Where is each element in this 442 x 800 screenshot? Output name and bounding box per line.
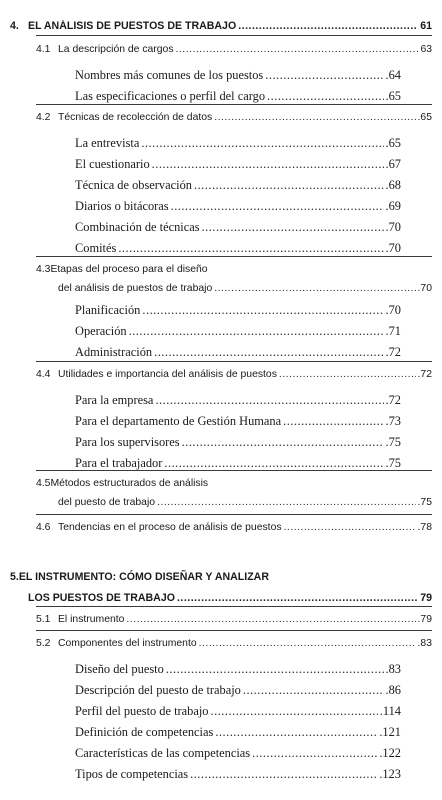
leader-dots [176, 44, 419, 55]
page-number: .70 [385, 241, 401, 255]
page-number: 79 [420, 592, 432, 604]
page-number: .72 [417, 369, 432, 380]
page-number: .75 [385, 435, 401, 449]
page-number: .65 [385, 89, 401, 103]
toc-number: 5. [10, 571, 19, 583]
toc-number: 4. [10, 20, 19, 32]
toc-subsection [75, 241, 401, 256]
toc-title: Definición de competencias [75, 725, 214, 739]
section-divider [36, 256, 432, 257]
toc-subsection [75, 199, 401, 214]
page-number: .123 [379, 767, 401, 781]
toc-title: Para el trabajador [75, 456, 163, 470]
toc-subsection [75, 767, 401, 782]
page-number: .70 [385, 303, 401, 317]
page-number: .83 [417, 638, 432, 649]
leader-dots [166, 662, 384, 677]
toc-title: Operación [75, 324, 127, 338]
toc-title: El cuestionario [75, 157, 150, 171]
leader-dots [164, 456, 383, 471]
toc-section [36, 44, 432, 55]
page-number: .75 [417, 497, 432, 508]
toc-title: Utilidades e importancia del análisis de puestos [58, 369, 277, 380]
leader-dots [199, 638, 416, 649]
toc-subsection [75, 662, 401, 677]
leader-dots [284, 522, 416, 533]
toc-title: Etapas del proceso para el diseño [50, 264, 208, 275]
page-number: .65 [417, 112, 432, 123]
leader-dots [202, 220, 384, 235]
page-number: .70 [417, 283, 432, 294]
page-number: .69 [385, 199, 401, 213]
leader-dots [152, 157, 384, 172]
toc-chapter [28, 592, 432, 604]
page-number: .121 [379, 725, 401, 739]
leader-dots [194, 178, 384, 193]
toc-section [36, 614, 432, 625]
section-divider [36, 35, 432, 36]
toc-number: 4.3 [36, 264, 51, 275]
page-number: .83 [385, 662, 401, 676]
toc-title: Combinación de técnicas [75, 220, 200, 234]
toc-number: 4.4 [36, 369, 51, 380]
leader-dots [279, 369, 416, 380]
page-number: .75 [385, 456, 401, 470]
toc-title: Administración [75, 345, 153, 359]
toc-subsection [75, 435, 401, 450]
page-number: .70 [385, 220, 401, 234]
toc-title: Diseño del puesto [75, 662, 164, 676]
leader-dots [211, 704, 378, 719]
leader-dots [214, 283, 415, 294]
toc-title: Tipos de competencias [75, 767, 189, 781]
toc-subsection [75, 345, 401, 360]
toc-title: Para los supervisores [75, 435, 180, 449]
toc-title: Descripción del puesto de trabajo [75, 683, 241, 697]
toc-section-line1 [36, 478, 208, 489]
toc-title: La descripción de cargos [58, 44, 174, 55]
page-number: .72 [385, 345, 401, 359]
page-number: .122 [379, 746, 401, 760]
toc-title-continued: LOS PUESTOS DE TRABAJO [28, 592, 175, 604]
toc-section [36, 112, 432, 123]
toc-number: 5.1 [36, 614, 51, 625]
toc-title: Para la empresa [75, 393, 154, 407]
toc-title: EL INSTRUMENTO: CÓMO DISEÑAR Y ANALIZAR [18, 571, 269, 583]
section-divider [36, 361, 432, 362]
leader-dots [267, 89, 383, 104]
toc-section-line1 [36, 264, 208, 275]
toc-subsection [75, 178, 401, 193]
leader-dots [214, 112, 415, 123]
section-divider [36, 104, 432, 105]
toc-subsection [75, 68, 401, 83]
toc-title: EL ANÁLISIS DE PUESTOS DE TRABAJO [28, 20, 237, 32]
page-number: 63 [420, 44, 432, 55]
page-number: .114 [379, 704, 401, 718]
toc-number: 4.5 [36, 478, 51, 489]
toc-title: Técnica de observación [75, 178, 192, 192]
leader-dots [243, 683, 384, 698]
leader-dots [157, 497, 415, 508]
toc-title: Características de las competencias [75, 746, 251, 760]
toc-subsection [75, 704, 401, 719]
leader-dots [129, 324, 384, 339]
toc-subsection [75, 324, 401, 339]
section-divider [36, 630, 432, 631]
leader-dots [142, 303, 383, 318]
toc-title-continued: del puesto de trabajo [58, 497, 156, 508]
toc-title: Las especificaciones o perfil del cargo [75, 89, 266, 103]
leader-dots [252, 746, 377, 761]
leader-dots [190, 767, 377, 782]
toc-title: Nombres más comunes de los puestos [75, 68, 264, 82]
toc-subsection [75, 157, 401, 172]
leader-dots [126, 614, 415, 625]
toc-title: Diarios o bitácoras [75, 199, 169, 213]
section-divider [36, 514, 432, 515]
toc-title: Planificación [75, 303, 141, 317]
toc-title: Técnicas de recolección de datos [58, 112, 213, 123]
toc-chapter [10, 20, 432, 32]
toc-title: Comités [75, 241, 117, 255]
toc-subsection [75, 89, 401, 104]
leader-dots [238, 20, 418, 32]
toc-subsection [75, 725, 401, 740]
toc-number: 4.2 [36, 112, 51, 123]
page-number: .79 [417, 614, 432, 625]
toc-section [36, 638, 432, 649]
toc-section [36, 522, 432, 533]
page-number: .86 [385, 683, 401, 697]
leader-dots [154, 345, 383, 360]
page-number: .71 [385, 324, 401, 338]
toc-title: Tendencias en el proceso de análisis de puestos [58, 522, 282, 533]
leader-dots [141, 136, 383, 151]
page-number: .64 [385, 68, 401, 82]
toc-number: 5.2 [36, 638, 51, 649]
leader-dots [118, 241, 383, 256]
page-number: .65 [385, 136, 401, 150]
page-number: .73 [385, 414, 401, 428]
toc-section [58, 497, 432, 508]
toc-subsection [75, 303, 401, 318]
toc-subsection [75, 683, 401, 698]
section-divider [36, 606, 432, 607]
toc-subsection [75, 414, 401, 429]
toc-title: La entrevista [75, 136, 140, 150]
page-number: .78 [417, 522, 432, 533]
leader-dots [215, 725, 377, 740]
leader-dots [283, 414, 383, 429]
toc-title: Perfil del puesto de trabajo [75, 704, 209, 718]
toc-title: Métodos estructurados de análisis [50, 478, 209, 489]
toc-title: Para el departamento de Gestión Humana [75, 414, 282, 428]
toc-subsection [75, 136, 401, 151]
toc-section [36, 369, 432, 380]
leader-dots [155, 393, 383, 408]
toc-subsection [75, 746, 401, 761]
toc-subsection [75, 220, 401, 235]
toc-subsection [75, 393, 401, 408]
leader-dots [177, 592, 418, 604]
toc-section [58, 283, 432, 294]
page-number: .68 [385, 178, 401, 192]
leader-dots [265, 68, 383, 83]
page-number: 61 [420, 20, 432, 32]
page-number: .72 [385, 393, 401, 407]
toc-number: 4.1 [36, 44, 51, 55]
toc-title-continued: del análisis de puestos de trabajo [58, 283, 213, 294]
toc-subsection [75, 456, 401, 471]
toc-number: 4.6 [36, 522, 51, 533]
leader-dots [171, 199, 384, 214]
page-number: .67 [385, 157, 401, 171]
leader-dots [182, 435, 384, 450]
toc-chapter-line1 [10, 571, 269, 583]
toc-title: El instrumento [58, 614, 125, 625]
toc-title: Componentes del instrumento [58, 638, 197, 649]
